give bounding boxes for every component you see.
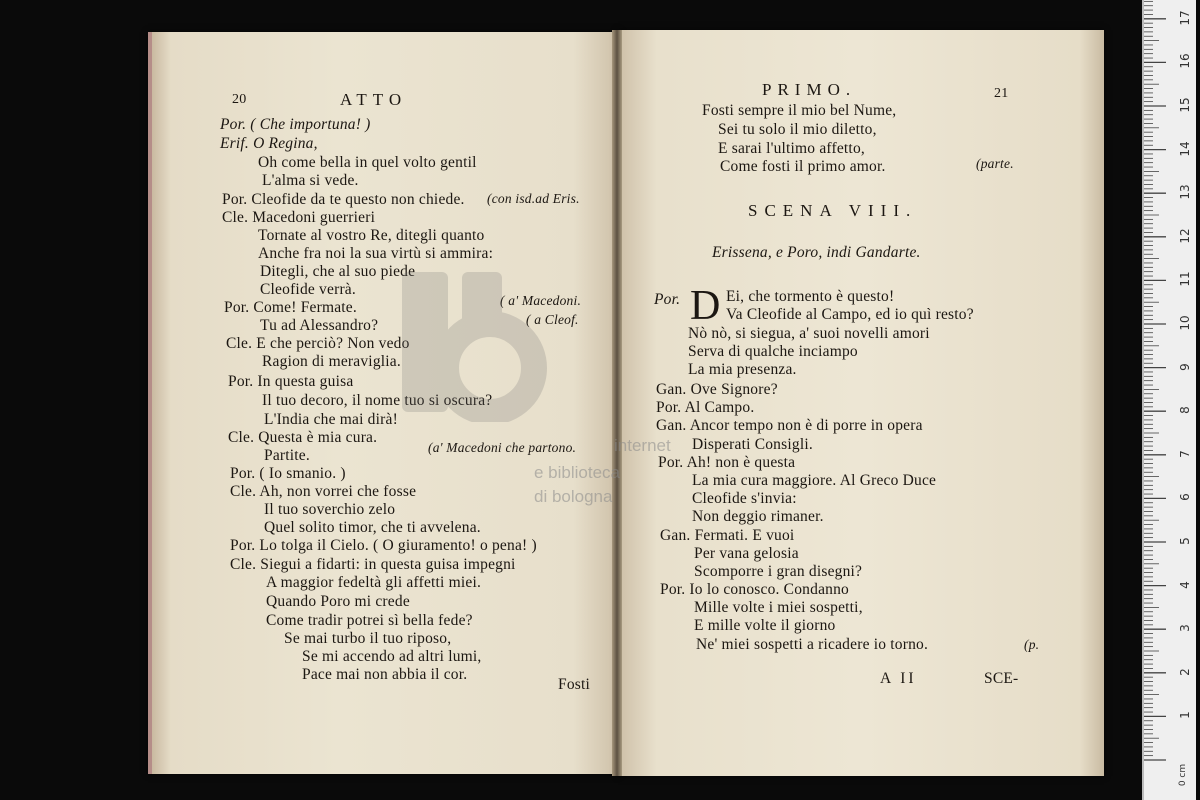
text-line: Fosti sempre il mio bel Nume,: [702, 102, 897, 119]
text-line: Por. Cleofide da te questo non chiede.: [222, 191, 465, 208]
ruler-number: 14: [1178, 140, 1192, 157]
ruler-number: 17: [1178, 10, 1192, 26]
text-line: La mia cura maggiore. Al Greco Duce: [692, 472, 937, 489]
watermark-text: di bologna: [534, 487, 613, 506]
catchword: SCE-: [984, 670, 1019, 687]
text-line: Va Cleofide al Campo, ed io quì resto?: [726, 306, 974, 323]
stage-direction: (con isd.ad Eris.: [487, 191, 580, 206]
text-line: Oh come bella in quel volto gentil: [258, 154, 477, 171]
text-line: Nò nò, si siegua, a' suoi novelli amori: [688, 325, 930, 342]
ruler-number: 7: [1178, 449, 1192, 458]
text-line: Erif. O Regina,: [220, 135, 318, 152]
text-line: A maggior fedeltà gli affetti miei.: [266, 574, 482, 591]
text-line: Ditegli, che al suo piede: [260, 263, 416, 280]
ruler-number: 11: [1178, 271, 1192, 288]
text-line: Pace mai non abbia il cor.: [302, 666, 468, 683]
text-line: Cle. Macedoni guerrieri: [222, 209, 376, 226]
ruler-number: 2: [1178, 667, 1192, 676]
text-line: Por. ( Io smanio. ): [230, 465, 346, 482]
ruler-unit: 0 cm: [1178, 763, 1189, 787]
ruler-number: 12: [1178, 228, 1192, 244]
stage-direction: (p.: [1024, 637, 1040, 652]
stage-direction: ( a Cleof.: [526, 312, 579, 327]
scene-characters: Erissena, e Poro, indi Gandarte.: [712, 244, 921, 261]
text-line: Gan. Fermati. E vuoi: [660, 527, 795, 544]
text-line: Gan. Ove Signore?: [656, 381, 778, 398]
ruler-number: 3: [1178, 624, 1192, 633]
text-line: Cle. Questa è mia cura.: [228, 429, 378, 446]
catchword: Fosti: [558, 676, 591, 693]
text-line: Por. ( Che importuna! ): [220, 116, 371, 133]
ruler-number: 9: [1178, 362, 1192, 371]
stage-direction: ( a' Macedoni.: [500, 293, 582, 308]
text-line: Tu ad Alessandro?: [260, 317, 379, 334]
right-page-number: 21: [994, 86, 1009, 101]
text-line: Cle. Ah, non vorrei che fosse: [230, 483, 417, 500]
text-line: Scomporre i gran disegni?: [694, 563, 863, 580]
stage-direction: (a' Macedoni che partono.: [428, 440, 577, 455]
text-line: Mille volte i miei sospetti,: [694, 599, 863, 616]
text-line: Disperati Consigli.: [692, 436, 813, 453]
text-line: Non deggio rimaner.: [692, 508, 824, 525]
text-line: Gan. Ancor tempo non è di porre in opera: [656, 417, 923, 434]
ruler-number: 4: [1178, 580, 1192, 589]
ruler-number: 15: [1178, 97, 1192, 113]
text-line: Come fosti il primo amor.: [720, 158, 886, 175]
text-line: La mia presenza.: [688, 361, 797, 378]
text-line: Cle. E che perciò? Non vedo: [226, 335, 410, 352]
text-line: Sei tu solo il mio diletto,: [718, 121, 877, 138]
text-line: Por. In questa guisa: [228, 373, 354, 390]
text-line: Come tradir potrei sì bella fede?: [266, 612, 473, 629]
text-line: Por. Ah! non è questa: [658, 454, 796, 471]
ruler-number: 16: [1178, 53, 1192, 70]
text-line: L'alma si vede.: [262, 172, 359, 189]
ruler-number: 8: [1178, 406, 1192, 415]
ruler-number: 1: [1178, 711, 1192, 720]
book-gutter: [612, 30, 622, 776]
text-line: Cleofide s'invia:: [692, 490, 797, 507]
speaker: Por.: [654, 291, 681, 308]
text-line: Quando Poro mi crede: [266, 593, 410, 610]
text-line: Por. Al Campo.: [656, 399, 755, 416]
ruler-number: 10: [1178, 315, 1192, 331]
text-line: Serva di qualche inciampo: [688, 343, 858, 360]
text-line: Por. Come! Fermate.: [224, 299, 357, 316]
stage-direction: (parte.: [976, 156, 1014, 171]
left-running-head: ATTO: [340, 90, 408, 109]
text-line: Se mai turbo il tuo riposo,: [284, 630, 452, 647]
ruler-number: 6: [1178, 493, 1192, 502]
text-line: Partite.: [264, 447, 310, 464]
text-line: L'India che mai dirà!: [264, 411, 398, 428]
ruler-number: 13: [1178, 184, 1192, 200]
text-line: Ei, che tormento è questo!: [726, 288, 895, 305]
measurement-ruler: [1142, 0, 1196, 800]
scene-heading: SCENA VIII.: [748, 201, 918, 220]
signature-mark: A II: [880, 670, 917, 687]
text-line: Se mi accendo ad altri lumi,: [302, 648, 482, 665]
text-line: Il tuo soverchio zelo: [264, 501, 396, 518]
text-line: Il tuo decoro, il nome tuo si oscura?: [262, 392, 493, 409]
watermark-text: e biblioteca: [534, 463, 621, 482]
drop-capital: D: [690, 283, 721, 329]
text-line: Quel solito timor, che ti avvelena.: [264, 519, 481, 536]
text-line: Cleofide verrà.: [260, 281, 356, 298]
text-line: E sarai l'ultimo affetto,: [718, 140, 865, 157]
text-line: Cle. Siegui a fidarti: in questa guisa impegni: [230, 556, 516, 573]
text-line: Anche fra noi la sua virtù si ammira:: [258, 245, 494, 262]
text-line: Ragion di meraviglia.: [262, 353, 401, 370]
text-line: Tornate al vostro Re, ditegli quanto: [258, 227, 485, 244]
library-logo-watermark: [392, 272, 572, 422]
left-page-number: 20: [232, 92, 247, 107]
text-line: Por. Io lo conosco. Condanno: [660, 581, 850, 598]
text-line: Por. Lo tolga il Cielo. ( O giuramento! o pena! ): [230, 537, 537, 554]
ruler-number: 5: [1178, 537, 1192, 545]
watermark-text: internet: [614, 436, 671, 455]
text-line: E mille volte il giorno: [694, 617, 836, 634]
text-line: Per vana gelosia: [694, 545, 799, 562]
text-line: Ne' miei sospetti a ricadere io torno.: [696, 636, 929, 653]
right-running-head: PRIMO.: [762, 80, 857, 99]
